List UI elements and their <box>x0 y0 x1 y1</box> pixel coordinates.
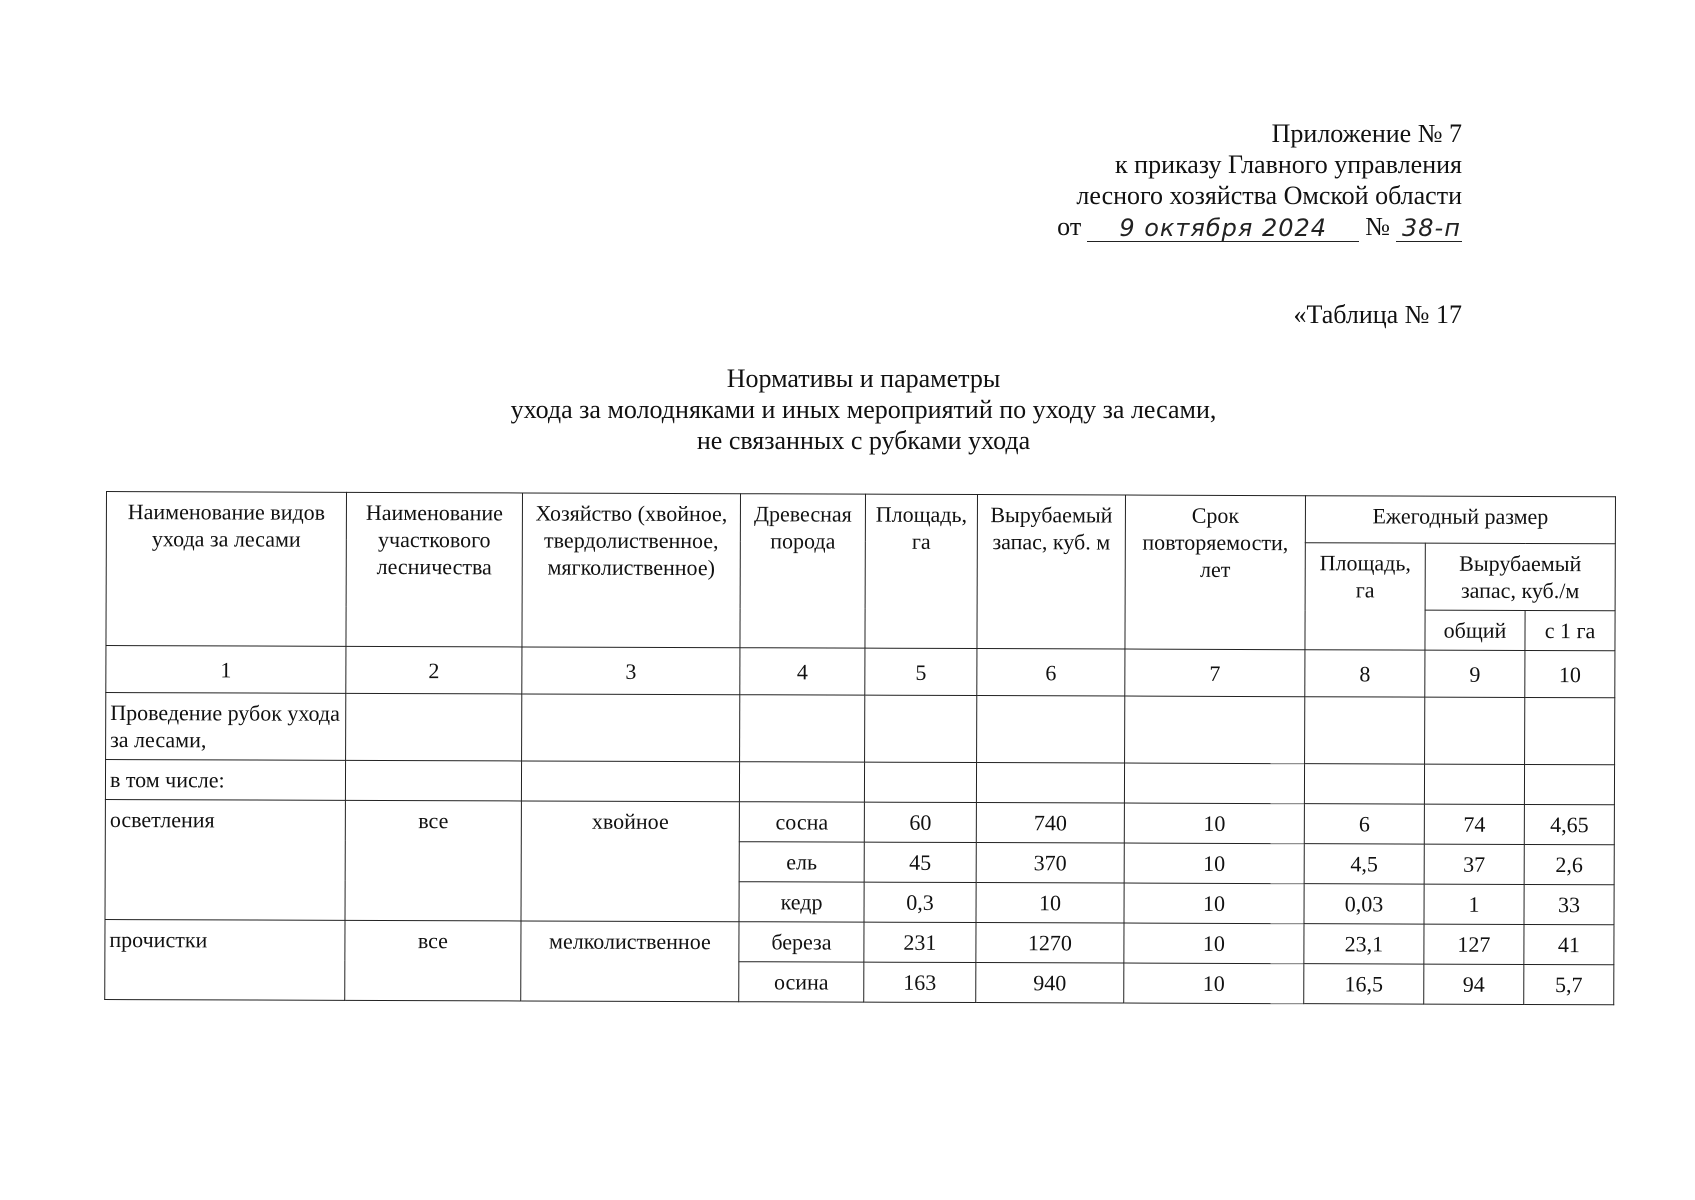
index-cell: 1 <box>106 646 346 694</box>
header-farm: Хозяйство (хвойное, твердолиственное, мягколиственное) <box>522 493 741 648</box>
index-row <box>106 646 1615 698</box>
species-cell: береза <box>739 922 864 962</box>
empty-cell <box>976 763 1124 804</box>
title-line-1: Нормативы и параметры <box>726 364 1001 393</box>
annual-total-cell: 74 <box>1424 804 1524 844</box>
header-annual: Ежегодный размер <box>1305 496 1615 544</box>
section-row <box>106 693 1615 765</box>
number-label: № <box>1365 212 1390 241</box>
header-annual-volume: Вырубаемый запас, куб./м <box>1425 543 1615 611</box>
volume-cell: 370 <box>976 843 1124 884</box>
empty-cell <box>1525 697 1615 764</box>
annual-total-cell: 37 <box>1424 844 1524 884</box>
header-period: Срок повторяемости, лет <box>1125 495 1306 650</box>
species-cell: осина <box>739 962 864 1002</box>
index-cell: 2 <box>346 646 522 694</box>
appendix-authority-line: лесного хозяйства Омской области <box>1076 181 1462 210</box>
appendix-title: Приложение № 7 <box>1271 119 1462 148</box>
norms-table <box>104 491 1616 1005</box>
including-label: в том числе: <box>105 760 345 801</box>
annual-per-ha-cell: 2,6 <box>1524 844 1614 884</box>
table-row <box>105 799 1614 844</box>
area-cell: 163 <box>864 962 976 1002</box>
annual-total-cell: 127 <box>1424 924 1524 964</box>
species-cell: ель <box>739 842 864 882</box>
volume-cell: 10 <box>976 883 1124 924</box>
annual-total-cell: 1 <box>1424 884 1524 924</box>
empty-cell <box>521 761 739 802</box>
farm-cell: мелколиственное <box>521 921 739 1002</box>
empty-cell <box>740 695 865 762</box>
empty-cell <box>1124 763 1304 804</box>
area-cell: 231 <box>864 922 976 962</box>
header-annual-area: Площадь, га <box>1305 543 1425 650</box>
empty-cell <box>345 760 521 801</box>
annual-area-cell: 0,03 <box>1304 884 1424 924</box>
index-cell: 9 <box>1425 650 1525 697</box>
header-species: Древесная порода <box>740 494 866 648</box>
farm-cell: хвойное <box>521 801 739 922</box>
table-row <box>105 919 1614 964</box>
including-row <box>105 760 1614 805</box>
annual-area-cell: 6 <box>1304 804 1424 844</box>
document-title <box>0 363 1695 456</box>
annual-per-ha-cell: 41 <box>1524 924 1614 964</box>
empty-cell <box>522 694 740 762</box>
empty-cell <box>1305 697 1425 764</box>
empty-cell <box>864 762 976 802</box>
period-cell: 10 <box>1124 803 1304 844</box>
index-cell: 8 <box>1305 650 1425 697</box>
appendix-header <box>1057 118 1462 242</box>
volume-cell: 940 <box>976 963 1124 1004</box>
period-cell: 10 <box>1124 843 1304 884</box>
title-line-3: не связанных с рубками ухода <box>696 426 1031 455</box>
appendix-date-line <box>1057 211 1462 242</box>
empty-cell <box>865 695 977 762</box>
header-total: общий <box>1425 610 1525 650</box>
area-cell: 45 <box>864 842 976 882</box>
empty-cell <box>1425 697 1525 764</box>
index-cell: 3 <box>522 647 740 695</box>
index-cell: 6 <box>977 649 1125 697</box>
area-cell: 60 <box>864 802 976 842</box>
empty-cell <box>346 693 522 761</box>
district-cell: все <box>345 800 521 921</box>
volume-cell: 740 <box>976 803 1124 844</box>
period-cell: 10 <box>1124 963 1304 1004</box>
species-cell: сосна <box>739 802 864 842</box>
index-cell: 10 <box>1525 650 1615 697</box>
empty-cell <box>1125 696 1305 764</box>
annual-per-ha-cell: 4,65 <box>1524 804 1614 844</box>
empty-cell <box>1424 764 1524 804</box>
header-per-ha: с 1 га <box>1525 610 1615 650</box>
from-label: от <box>1057 212 1082 241</box>
empty-cell <box>1524 764 1614 804</box>
index-cell: 5 <box>865 648 977 695</box>
work-type-cell: осветления <box>105 799 345 920</box>
work-type-cell: прочистки <box>105 919 345 1000</box>
empty-cell <box>1304 764 1424 804</box>
title-line-2: ухода за молодняками и иных мероприятий по уходу за лесами, <box>510 395 1217 424</box>
header-area: Площадь, га <box>865 494 978 648</box>
species-cell: кедр <box>739 882 864 922</box>
header-volume: Вырубаемый запас, куб. м <box>977 495 1126 650</box>
handwritten-date: 9 октября 2024 <box>1087 215 1359 242</box>
period-cell: 10 <box>1124 923 1304 964</box>
index-cell: 4 <box>740 648 865 695</box>
section-label: Проведение рубок ухода за лесами, <box>106 693 346 761</box>
header-row-1 <box>106 492 1615 544</box>
annual-per-ha-cell: 33 <box>1524 884 1614 924</box>
volume-cell: 1270 <box>976 923 1124 964</box>
period-cell: 10 <box>1124 883 1304 924</box>
header-work-type: Наименование видов ухода за лесами <box>106 492 347 647</box>
annual-area-cell: 4,5 <box>1304 844 1424 884</box>
annual-per-ha-cell: 5,7 <box>1524 964 1614 1004</box>
appendix-order-line: к приказу Главного управления <box>1115 150 1462 179</box>
index-cell: 7 <box>1125 649 1305 697</box>
handwritten-number: 38-п <box>1396 215 1462 242</box>
empty-cell <box>977 696 1125 764</box>
annual-area-cell: 16,5 <box>1304 964 1424 1004</box>
annual-total-cell: 94 <box>1424 964 1524 1004</box>
header-district: Наименование участкового лесничества <box>346 492 523 647</box>
annual-area-cell: 23,1 <box>1304 924 1424 964</box>
empty-cell <box>739 762 864 802</box>
table-number: «Таблица № 17 <box>1293 300 1462 329</box>
area-cell: 0,3 <box>864 882 976 922</box>
district-cell: все <box>345 920 521 1001</box>
